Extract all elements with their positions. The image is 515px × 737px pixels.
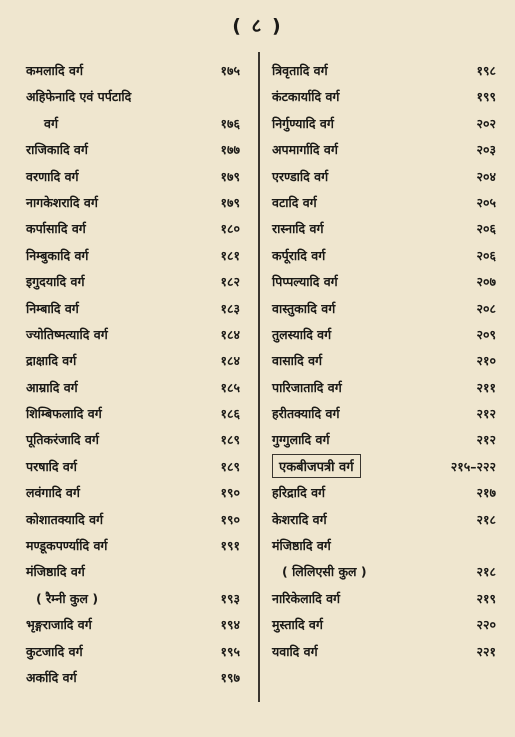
index-entry	[22, 322, 244, 348]
entry-page: १९१	[220, 538, 240, 554]
entry-page: १७७	[220, 142, 240, 158]
entry-page: १९९	[476, 89, 496, 105]
index-entry	[268, 507, 500, 533]
entry-name: लवंगादि वर्ग	[26, 485, 80, 501]
entry-name: मुस्तादि वर्ग	[272, 617, 323, 633]
entry-page: १९०	[220, 511, 240, 527]
entry-name: वासादि वर्ग	[272, 353, 323, 369]
entry-name: एकबीजपत्री वर्ग	[272, 454, 361, 478]
entry-name: द्राक्षादि वर्ग	[26, 353, 77, 369]
index-entry	[22, 401, 244, 427]
entry-page: २०७	[476, 274, 496, 290]
entry-page: १८१	[220, 247, 240, 263]
entry-name: भृङ्गराजादि वर्ग	[26, 617, 92, 633]
entry-page: २१२	[476, 432, 496, 448]
entry-name: त्रिवृतादि वर्ग	[272, 63, 328, 78]
entry-page: २०२	[476, 115, 496, 131]
entry-name: नागकेशरादि वर्ग	[26, 194, 98, 210]
index-entry	[22, 111, 244, 137]
index-entry	[268, 586, 500, 612]
entry-name: अपमार्गादि वर्ग	[272, 142, 338, 158]
index-entry	[268, 639, 500, 665]
entry-name: कोशातक्यादि वर्ग	[26, 511, 104, 527]
index-entry	[22, 639, 244, 665]
entry-name: मंजिष्ठादि वर्ग	[272, 538, 331, 554]
entry-page: २२०	[476, 617, 496, 633]
entry-name: हरीतक्यादि वर्ग	[272, 406, 340, 422]
entry-name: केशरादि वर्ग	[272, 511, 327, 527]
index-entry	[268, 559, 500, 585]
index-entry	[268, 84, 500, 110]
entry-page: १८९	[220, 458, 240, 474]
index-entry	[268, 296, 500, 322]
entry-name: कमलादि वर्ग	[26, 63, 84, 78]
entry-page: २०८	[476, 300, 496, 316]
index-entry	[268, 612, 500, 638]
entry-name: निर्गुण्यादि वर्ग	[272, 115, 334, 131]
entry-page: २११	[476, 379, 496, 395]
entry-page: २०५	[476, 194, 496, 210]
index-entry	[22, 243, 244, 269]
index-entry	[268, 348, 500, 374]
entry-name: यवादि वर्ग	[272, 643, 318, 659]
index-entry	[268, 190, 500, 216]
index-entry	[22, 296, 244, 322]
entry-page: २१८	[476, 564, 496, 580]
entry-page: २०४	[476, 168, 496, 184]
entry-page: १७९	[220, 194, 240, 210]
entry-name: कुटजादि वर्ग	[26, 643, 83, 659]
entry-name: पिप्पल्यादि वर्ग	[272, 274, 338, 290]
index-entry	[268, 322, 500, 348]
index-entry	[268, 427, 500, 453]
index-entry	[22, 559, 244, 585]
index-entry	[268, 137, 500, 163]
entry-page: १९५	[220, 643, 240, 659]
entry-page: १९४	[220, 617, 240, 633]
entry-name: नारिकेलादि वर्ग	[272, 590, 341, 606]
entry-page: २१५–२२२	[450, 458, 496, 474]
entry-name: हरिद्रादि वर्ग	[272, 485, 326, 501]
column-divider	[258, 52, 260, 702]
entry-page: १८५	[220, 379, 240, 395]
entry-name: एरण्डादि वर्ग	[272, 168, 329, 184]
entry-name: गुग्गुलादि वर्ग	[272, 432, 330, 448]
entry-name: कर्पासादि वर्ग	[26, 221, 86, 237]
entry-page: २१७	[476, 485, 496, 501]
entry-page: १७९	[220, 168, 240, 184]
index-entry	[268, 401, 500, 427]
index-entry	[22, 269, 244, 295]
entry-page: २१२	[476, 406, 496, 422]
entry-page: १८४	[220, 353, 240, 369]
entry-name: कर्पूरादि वर्ग	[272, 247, 326, 263]
index-entry	[22, 190, 244, 216]
entry-name: राजिकादि वर्ग	[26, 142, 88, 158]
entry-page: २१८	[476, 511, 496, 527]
index-entry	[22, 58, 244, 84]
entry-name: ( लिलिएसी कुल )	[282, 564, 367, 580]
entry-name: ( रैम्नी कुल )	[36, 590, 99, 606]
entry-name: कंटकार्यादि वर्ग	[272, 89, 340, 105]
entry-name: परषादि वर्ग	[26, 458, 77, 474]
index-entry	[22, 216, 244, 242]
entry-name: वरणादि वर्ग	[26, 168, 79, 184]
page-number: ( ८ )	[232, 15, 283, 37]
entry-name: अर्कादि वर्ग	[26, 669, 77, 685]
index-entry	[22, 348, 244, 374]
entry-name: पारिजातादि वर्ग	[272, 379, 342, 395]
entry-page: १९०	[220, 485, 240, 501]
index-entry	[22, 612, 244, 638]
index-entry	[22, 375, 244, 401]
index-entry	[22, 480, 244, 506]
index-entry	[22, 454, 244, 480]
entry-page: २०९	[476, 326, 496, 342]
index-entry	[22, 507, 244, 533]
entry-page: १७६	[220, 115, 240, 131]
index-entry	[268, 216, 500, 242]
index-entry	[22, 586, 244, 612]
entry-name: मण्डूकपर्ण्यादि वर्ग	[26, 538, 108, 554]
index-entry	[22, 665, 244, 691]
entry-page: १९३	[220, 590, 240, 606]
index-entry	[268, 480, 500, 506]
entry-name: पूतिकरंजादि वर्ग	[26, 432, 99, 448]
entry-name: तुलस्यादि वर्ग	[272, 326, 332, 342]
entry-name: शिम्बिफलादि वर्ग	[26, 406, 102, 422]
entry-name: ज्योतिष्मत्यादि वर्ग	[26, 326, 108, 342]
index-entry	[22, 84, 244, 110]
index-entry	[268, 454, 500, 480]
entry-name: वर्ग	[44, 115, 58, 131]
entry-name: वास्तुकादि वर्ग	[272, 300, 336, 316]
left-column	[22, 58, 244, 691]
entry-page: १९७	[220, 669, 240, 685]
entry-page: १९८	[476, 63, 496, 78]
entry-name: निम्बादि वर्ग	[26, 300, 79, 316]
entry-page: १८२	[220, 274, 240, 290]
index-entry	[268, 164, 500, 190]
entry-name: अहिफेनादि एवं पर्पटादि	[26, 89, 132, 105]
index-entry	[22, 427, 244, 453]
entry-page: २१९	[476, 590, 496, 606]
entry-name: मंजिष्ठादि वर्ग	[26, 564, 85, 580]
index-entry	[268, 58, 500, 84]
entry-name: निम्बुकादि वर्ग	[26, 247, 89, 263]
entry-page: २०६	[476, 247, 496, 263]
index-entry	[22, 137, 244, 163]
index-entry	[22, 164, 244, 190]
entry-page: १७५	[220, 63, 240, 78]
right-column	[268, 58, 500, 665]
entry-page: १८३	[220, 300, 240, 316]
index-entry	[268, 375, 500, 401]
index-entry	[22, 533, 244, 559]
entry-name: इगुदयादि वर्ग	[26, 274, 85, 290]
index-entry	[268, 533, 500, 559]
entry-page: १८९	[220, 432, 240, 448]
index-entry	[268, 111, 500, 137]
index-entry	[268, 269, 500, 295]
entry-page: २०३	[476, 142, 496, 158]
entry-page: २०६	[476, 221, 496, 237]
entry-name: वटादि वर्ग	[272, 194, 317, 210]
entry-page: २१०	[476, 353, 496, 369]
entry-page: १८६	[220, 406, 240, 422]
index-entry	[268, 243, 500, 269]
entry-page: १८४	[220, 326, 240, 342]
entry-name: आम्रादि वर्ग	[26, 379, 78, 395]
entry-page: १८०	[220, 221, 240, 237]
entry-name: रास्नादि वर्ग	[272, 221, 324, 237]
entry-page: २२१	[476, 643, 496, 659]
